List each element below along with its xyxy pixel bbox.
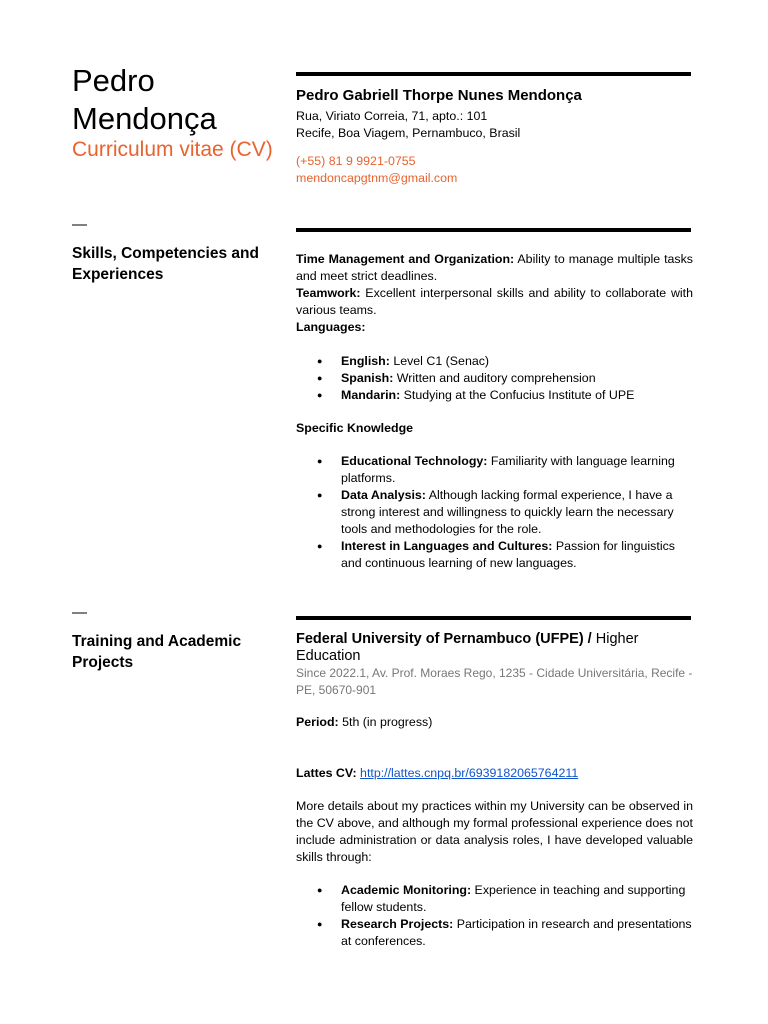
languages-label: Languages: — [296, 320, 366, 334]
training-section-title: Training and Academic Projects — [72, 633, 242, 671]
list-item: ● Spanish: Written and auditory comprehension — [296, 370, 693, 387]
list-item: ● Educational Technology: Familiarity with language learning platforms. — [296, 453, 693, 487]
divider-rule — [296, 228, 691, 232]
full-name: Pedro Gabriell Thorpe Nunes Mendonça — [296, 87, 582, 104]
cv-subtitle: Curriculum vitae (CV) — [72, 138, 273, 161]
skills-section-title: Skills, Competencies and Experiences — [72, 245, 259, 283]
list-item: ● Data Analysis: Although lacking formal experience, I have a strong interest and willingness to quickly learn the necessary tools and methodologies for the role. — [296, 487, 693, 538]
list-item: ● English: Level C1 (Senac) — [296, 353, 693, 370]
languages-list — [296, 353, 693, 404]
period: Period: 5th (in progress) — [296, 715, 433, 729]
divider-rule — [296, 616, 691, 620]
divider-rule — [296, 72, 691, 76]
last-name: Mendonça — [72, 101, 217, 136]
time-management-item: Time Management and Organization: Ability to manage multiple tasks and meet strict deadlines. — [296, 252, 693, 283]
teamwork-item: Teamwork: Excellent interpersonal skills and ability to collaborate with various teams. — [296, 286, 693, 317]
skills-content — [296, 251, 693, 572]
training-list — [296, 882, 693, 950]
address-line-2: Recife, Boa Viagem, Pernambuco, Brasil — [296, 126, 521, 140]
lattes-link[interactable]: http://lattes.cnpq.br/6939182065764211 — [360, 766, 579, 780]
email[interactable]: mendoncapgtnm@gmail.com — [296, 171, 458, 185]
training-paragraph: More details about my practices within my University can be observed in the CV above, and although my formal professional experience does not include administration or data analysis roles, I have developed valuable skills through: — [296, 799, 693, 864]
address-line-1: Rua, Viriato Correia, 71, apto.: 101 — [296, 109, 488, 123]
list-item: ● Research Projects: Participation in research and presentations at conferences. — [296, 916, 693, 950]
list-item: ● Interest in Languages and Cultures: Passion for linguistics and continuous learning of new languages. — [296, 538, 693, 572]
specific-knowledge-label: Specific Knowledge — [296, 421, 414, 435]
list-item: ● Mandarin: Studying at the Confucius Institute of UPE — [296, 387, 693, 404]
university-heading: Federal University of Pernambuco (UFPE) / Higher Education — [296, 631, 639, 664]
training-content — [296, 631, 693, 950]
university-details: Since 2022.1, Av. Prof. Moraes Rego, 1235 - Cidade Universitária, Recife - PE, 50670-901 — [296, 666, 693, 697]
contact-block — [296, 87, 693, 187]
first-name: Pedro — [72, 63, 155, 98]
phone: (+55) 81 9 9921-0755 — [296, 154, 416, 168]
section-dash: — — [72, 216, 87, 233]
list-item: ● Academic Monitoring: Experience in teaching and supporting fellow students. — [296, 882, 693, 916]
lattes-cv: Lattes CV: http://lattes.cnpq.br/6939182065764211 — [296, 766, 579, 780]
name-heading — [72, 62, 217, 138]
specific-knowledge-list — [296, 453, 693, 572]
section-dash: — — [72, 604, 87, 621]
